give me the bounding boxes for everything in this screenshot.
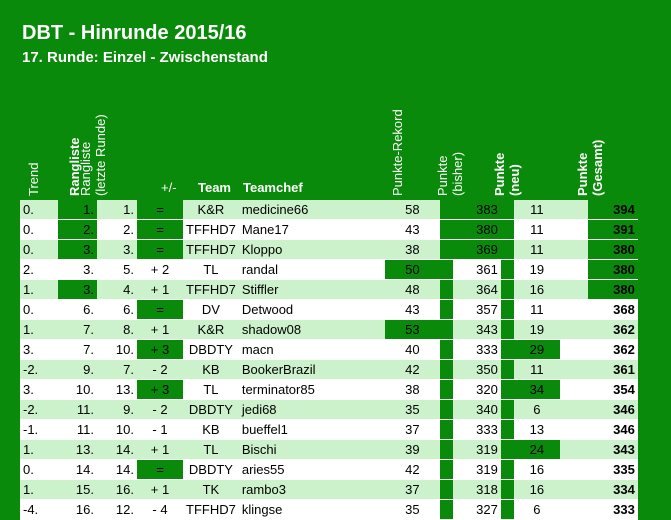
cell-neu: 19: [514, 260, 560, 280]
table-row: [20, 280, 638, 300]
spacer: [440, 480, 453, 500]
spacer: [501, 480, 514, 500]
cell-bisher: 357: [453, 300, 501, 320]
spacer: [501, 460, 514, 480]
spacer: [501, 400, 514, 420]
cell-teamchef: Stiffler: [239, 280, 385, 300]
cell-bisher: 364: [453, 280, 501, 300]
cell-trend: -2.: [20, 360, 58, 380]
cell-team: KB: [183, 420, 239, 440]
cell-gesamt: 354: [588, 380, 638, 400]
cell-diff: + 2: [137, 260, 183, 280]
cell-bisher: 361: [453, 260, 501, 280]
spacer: [501, 500, 514, 520]
cell-teamchef: Bischi: [239, 440, 385, 460]
spacer: [440, 240, 453, 260]
cell-teamchef: BookerBrazil: [239, 360, 385, 380]
cell-neu: 19: [514, 320, 560, 340]
cell-bisher: 343: [453, 320, 501, 340]
cell-rang-alt: 2.: [97, 220, 137, 240]
spacer: [560, 280, 588, 300]
cell-teamchef: aries55: [239, 460, 385, 480]
spacer: [501, 380, 514, 400]
cell-rekord: 43: [385, 220, 440, 240]
cell-bisher: 340: [453, 400, 501, 420]
spacer: [501, 220, 514, 240]
cell-team: KB: [183, 360, 239, 380]
cell-diff: + 3: [137, 340, 183, 360]
cell-rang: 6.: [58, 300, 97, 320]
cell-trend: 0.: [20, 220, 58, 240]
cell-rekord: 40: [385, 340, 440, 360]
cell-rang: 15.: [58, 480, 97, 500]
cell-teamchef: macn: [239, 340, 385, 360]
cell-gesamt: 391: [588, 220, 638, 240]
spacer: [440, 280, 453, 300]
cell-gesamt: 380: [588, 280, 638, 300]
cell-rekord: 38: [385, 240, 440, 260]
cell-rang-alt: 4.: [97, 280, 137, 300]
spacer: [440, 340, 453, 360]
cell-gesamt: 334: [588, 480, 638, 500]
cell-rang-alt: 8.: [97, 320, 137, 340]
cell-diff: - 2: [137, 360, 183, 380]
page-subtitle: 17. Runde: Einzel - Zwischenstand: [22, 49, 268, 66]
cell-team: TL: [183, 260, 239, 280]
cell-bisher: 380: [453, 220, 501, 240]
cell-rang-alt: 12.: [97, 500, 137, 520]
cell-bisher: 319: [453, 460, 501, 480]
cell-gesamt: 394: [588, 200, 638, 220]
spacer: [501, 320, 514, 340]
spacer: [560, 220, 588, 240]
cell-trend: 3.: [20, 380, 58, 400]
table-row: [20, 340, 638, 360]
cell-teamchef: jedi68: [239, 400, 385, 420]
cell-diff: - 2: [137, 400, 183, 420]
spacer: [560, 320, 588, 340]
table-row: [20, 500, 638, 520]
spacer: [560, 460, 588, 480]
cell-neu: 16: [514, 280, 560, 300]
spacer: [560, 500, 588, 520]
cell-teamchef: shadow08: [239, 320, 385, 340]
cell-gesamt: 380: [588, 240, 638, 260]
cell-trend: 0.: [20, 240, 58, 260]
spacer: [501, 360, 514, 380]
cell-neu: 11: [514, 360, 560, 380]
cell-rang: 2.: [58, 220, 97, 240]
cell-diff: + 1: [137, 440, 183, 460]
spacer: [440, 320, 453, 340]
cell-trend: 0.: [20, 300, 58, 320]
table-row: [20, 260, 638, 280]
cell-trend: 1.: [20, 280, 58, 300]
spacer: [560, 480, 588, 500]
spacer: [560, 440, 588, 460]
spacer: [440, 400, 453, 420]
cell-teamchef: terminator85: [239, 380, 385, 400]
spacer: [440, 500, 453, 520]
spacer: [501, 420, 514, 440]
cell-rang: 7.: [58, 320, 97, 340]
cell-rang-alt: 7.: [97, 360, 137, 380]
cell-teamchef: Kloppo: [239, 240, 385, 260]
cell-rang: 11.: [58, 400, 97, 420]
cell-team: TL: [183, 440, 239, 460]
cell-rekord: 58: [385, 200, 440, 220]
cell-bisher: 350: [453, 360, 501, 380]
cell-rang: 1.: [58, 200, 97, 220]
cell-teamchef: bueffel1: [239, 420, 385, 440]
cell-rekord: 35: [385, 500, 440, 520]
spacer: [560, 200, 588, 220]
cell-team: TL: [183, 380, 239, 400]
cell-rekord: 35: [385, 400, 440, 420]
spacer: [440, 360, 453, 380]
cell-rang: 3.: [58, 240, 97, 260]
cell-rang: 11.: [58, 420, 97, 440]
cell-trend: -4.: [20, 500, 58, 520]
cell-rang-alt: 6.: [97, 300, 137, 320]
cell-rang: 3.: [58, 280, 97, 300]
cell-gesamt: 362: [588, 320, 638, 340]
cell-team: TFFHD7: [183, 240, 239, 260]
cell-neu: 16: [514, 460, 560, 480]
cell-trend: 1.: [20, 440, 58, 460]
header-team: Team: [198, 180, 231, 195]
cell-rekord: 38: [385, 380, 440, 400]
cell-rang: 13.: [58, 440, 97, 460]
cell-team: K&R: [183, 200, 239, 220]
cell-rang-alt: 9.: [97, 400, 137, 420]
cell-diff: - 4: [137, 500, 183, 520]
standings-table: [20, 200, 638, 520]
cell-rang: 3.: [58, 260, 97, 280]
cell-diff: + 1: [137, 320, 183, 340]
cell-rang-alt: 14.: [97, 440, 137, 460]
table-row: [20, 240, 638, 260]
cell-gesamt: 361: [588, 360, 638, 380]
table-row: [20, 200, 638, 220]
spacer: [560, 380, 588, 400]
cell-rekord: 42: [385, 460, 440, 480]
cell-rang: 7.: [58, 340, 97, 360]
cell-neu: 24: [514, 440, 560, 460]
cell-diff: =: [137, 200, 183, 220]
spacer: [440, 440, 453, 460]
header-plusminus: +/-: [161, 180, 177, 195]
spacer: [440, 300, 453, 320]
cell-team: TK: [183, 480, 239, 500]
cell-gesamt: 333: [588, 500, 638, 520]
cell-rang-alt: 3.: [97, 240, 137, 260]
spacer: [501, 240, 514, 260]
cell-trend: -2.: [20, 400, 58, 420]
cell-gesamt: 346: [588, 420, 638, 440]
table-row: [20, 400, 638, 420]
cell-team: K&R: [183, 320, 239, 340]
cell-neu: 16: [514, 480, 560, 500]
standings-sheet: DBT - Hinrunde 2015/16 17. Runde: Einzel - Zwischenstand Trend Rangliste Rangliste (letzte Runde) +/- Team Teamchef Punkte-Rekord Punkte (bisher) Punkte (neu) Punkte (Gesamt) 0. 1. 1. = K&R medicine66 58 383 11 394 0. 2. 2. = TFFHD7 Mane17 43 380 11 391 0. 3. 3. = TFFHD7 Kloppo 38 369 11 380 2. 3. 5. + 2 TL randal 50 361 19 380 1. 3. 4. + 1 TFFHD7 Stiffler 48 364 16 380 0. 6. 6. = DV Detwood 43 357 11 368 1. 7. 8. + 1 K&R shadow08 53 343 19 362 3. 7. 10. + 3 DBDTY macn 40 333 29 362 -2. 9. 7. - 2 KB BookerBrazil 42 350 11 361 3. 10. 13. + 3 TL terminator85 38 320 34 354 -2. 11. 9. - 2 DBDTY jedi68 35 340 6 346 -1. 11. 10. - 1 KB bueffel1 37 333 13 346 1. 13. 14. + 1 TL Bischi 39 319 24 343 0. 14. 14. = DBDTY aries55 42 319 16 335 1. 15. 16. + 1 TK rambo3 37 318 16 334 -4. 16. 12. - 4 TFFHD7 klingse 35 327 6 333: [0, 0, 671, 519]
cell-teamchef: Detwood: [239, 300, 385, 320]
spacer: [560, 400, 588, 420]
table-row: [20, 380, 638, 400]
spacer: [501, 300, 514, 320]
cell-diff: =: [137, 220, 183, 240]
cell-neu: 11: [514, 300, 560, 320]
spacer: [440, 460, 453, 480]
spacer: [560, 360, 588, 380]
header-teamchef: Teamchef: [243, 180, 303, 195]
cell-rang-alt: 16.: [97, 480, 137, 500]
spacer: [440, 220, 453, 240]
spacer: [440, 420, 453, 440]
cell-diff: =: [137, 300, 183, 320]
cell-rekord: 37: [385, 480, 440, 500]
cell-neu: 11: [514, 220, 560, 240]
cell-diff: - 1: [137, 420, 183, 440]
cell-rang-alt: 14.: [97, 460, 137, 480]
cell-trend: 0.: [20, 200, 58, 220]
cell-bisher: 333: [453, 340, 501, 360]
table-row: [20, 440, 638, 460]
cell-team: TFFHD7: [183, 280, 239, 300]
cell-diff: + 3: [137, 380, 183, 400]
cell-teamchef: medicine66: [239, 200, 385, 220]
cell-rekord: 50: [385, 260, 440, 280]
cell-gesamt: 380: [588, 260, 638, 280]
cell-bisher: 320: [453, 380, 501, 400]
cell-neu: 34: [514, 380, 560, 400]
cell-rang: 9.: [58, 360, 97, 380]
cell-teamchef: Mane17: [239, 220, 385, 240]
table-row: [20, 420, 638, 440]
spacer: [501, 200, 514, 220]
spacer: [501, 340, 514, 360]
cell-trend: 3.: [20, 340, 58, 360]
spacer: [440, 260, 453, 280]
cell-bisher: 319: [453, 440, 501, 460]
cell-teamchef: randal: [239, 260, 385, 280]
cell-trend: 1.: [20, 320, 58, 340]
table-row: [20, 460, 638, 480]
cell-rang: 10.: [58, 380, 97, 400]
cell-rang-alt: 1.: [97, 200, 137, 220]
cell-neu: 29: [514, 340, 560, 360]
spacer: [501, 280, 514, 300]
cell-trend: -1.: [20, 420, 58, 440]
cell-bisher: 327: [453, 500, 501, 520]
cell-rekord: 48: [385, 280, 440, 300]
cell-gesamt: 343: [588, 440, 638, 460]
cell-team: TFFHD7: [183, 220, 239, 240]
cell-teamchef: klingse: [239, 500, 385, 520]
cell-trend: 1.: [20, 480, 58, 500]
cell-rang: 16.: [58, 500, 97, 520]
spacer: [501, 440, 514, 460]
cell-bisher: 369: [453, 240, 501, 260]
spacer: [560, 300, 588, 320]
cell-diff: =: [137, 460, 183, 480]
cell-rekord: 37: [385, 420, 440, 440]
cell-rekord: 39: [385, 440, 440, 460]
spacer: [560, 240, 588, 260]
page-title: DBT - Hinrunde 2015/16: [22, 22, 247, 44]
cell-trend: 2.: [20, 260, 58, 280]
cell-gesamt: 346: [588, 400, 638, 420]
cell-diff: + 1: [137, 480, 183, 500]
spacer: [440, 200, 453, 220]
cell-teamchef: rambo3: [239, 480, 385, 500]
spacer: [501, 260, 514, 280]
table-row: [20, 300, 638, 320]
table-row: [20, 360, 638, 380]
cell-bisher: 318: [453, 480, 501, 500]
cell-rang-alt: 13.: [97, 380, 137, 400]
spacer: [560, 420, 588, 440]
cell-diff: + 1: [137, 280, 183, 300]
cell-diff: =: [137, 240, 183, 260]
cell-rekord: 53: [385, 320, 440, 340]
cell-neu: 11: [514, 200, 560, 220]
cell-rang-alt: 10.: [97, 420, 137, 440]
cell-rekord: 42: [385, 360, 440, 380]
cell-gesamt: 335: [588, 460, 638, 480]
cell-team: DBDTY: [183, 340, 239, 360]
cell-bisher: 383: [453, 200, 501, 220]
cell-neu: 11: [514, 240, 560, 260]
cell-bisher: 333: [453, 420, 501, 440]
cell-gesamt: 368: [588, 300, 638, 320]
spacer: [560, 260, 588, 280]
cell-neu: 6: [514, 400, 560, 420]
cell-neu: 6: [514, 500, 560, 520]
cell-team: TFFHD7: [183, 500, 239, 520]
cell-gesamt: 362: [588, 340, 638, 360]
table-row: [20, 480, 638, 500]
cell-rang: 14.: [58, 460, 97, 480]
spacer: [440, 380, 453, 400]
cell-trend: 0.: [20, 460, 58, 480]
table-row: [20, 220, 638, 240]
cell-team: DBDTY: [183, 460, 239, 480]
spacer: [560, 340, 588, 360]
table-row: [20, 320, 638, 340]
cell-neu: 13: [514, 420, 560, 440]
cell-rekord: 43: [385, 300, 440, 320]
cell-rang-alt: 10.: [97, 340, 137, 360]
cell-rang-alt: 5.: [97, 260, 137, 280]
cell-team: DBDTY: [183, 400, 239, 420]
cell-team: DV: [183, 300, 239, 320]
